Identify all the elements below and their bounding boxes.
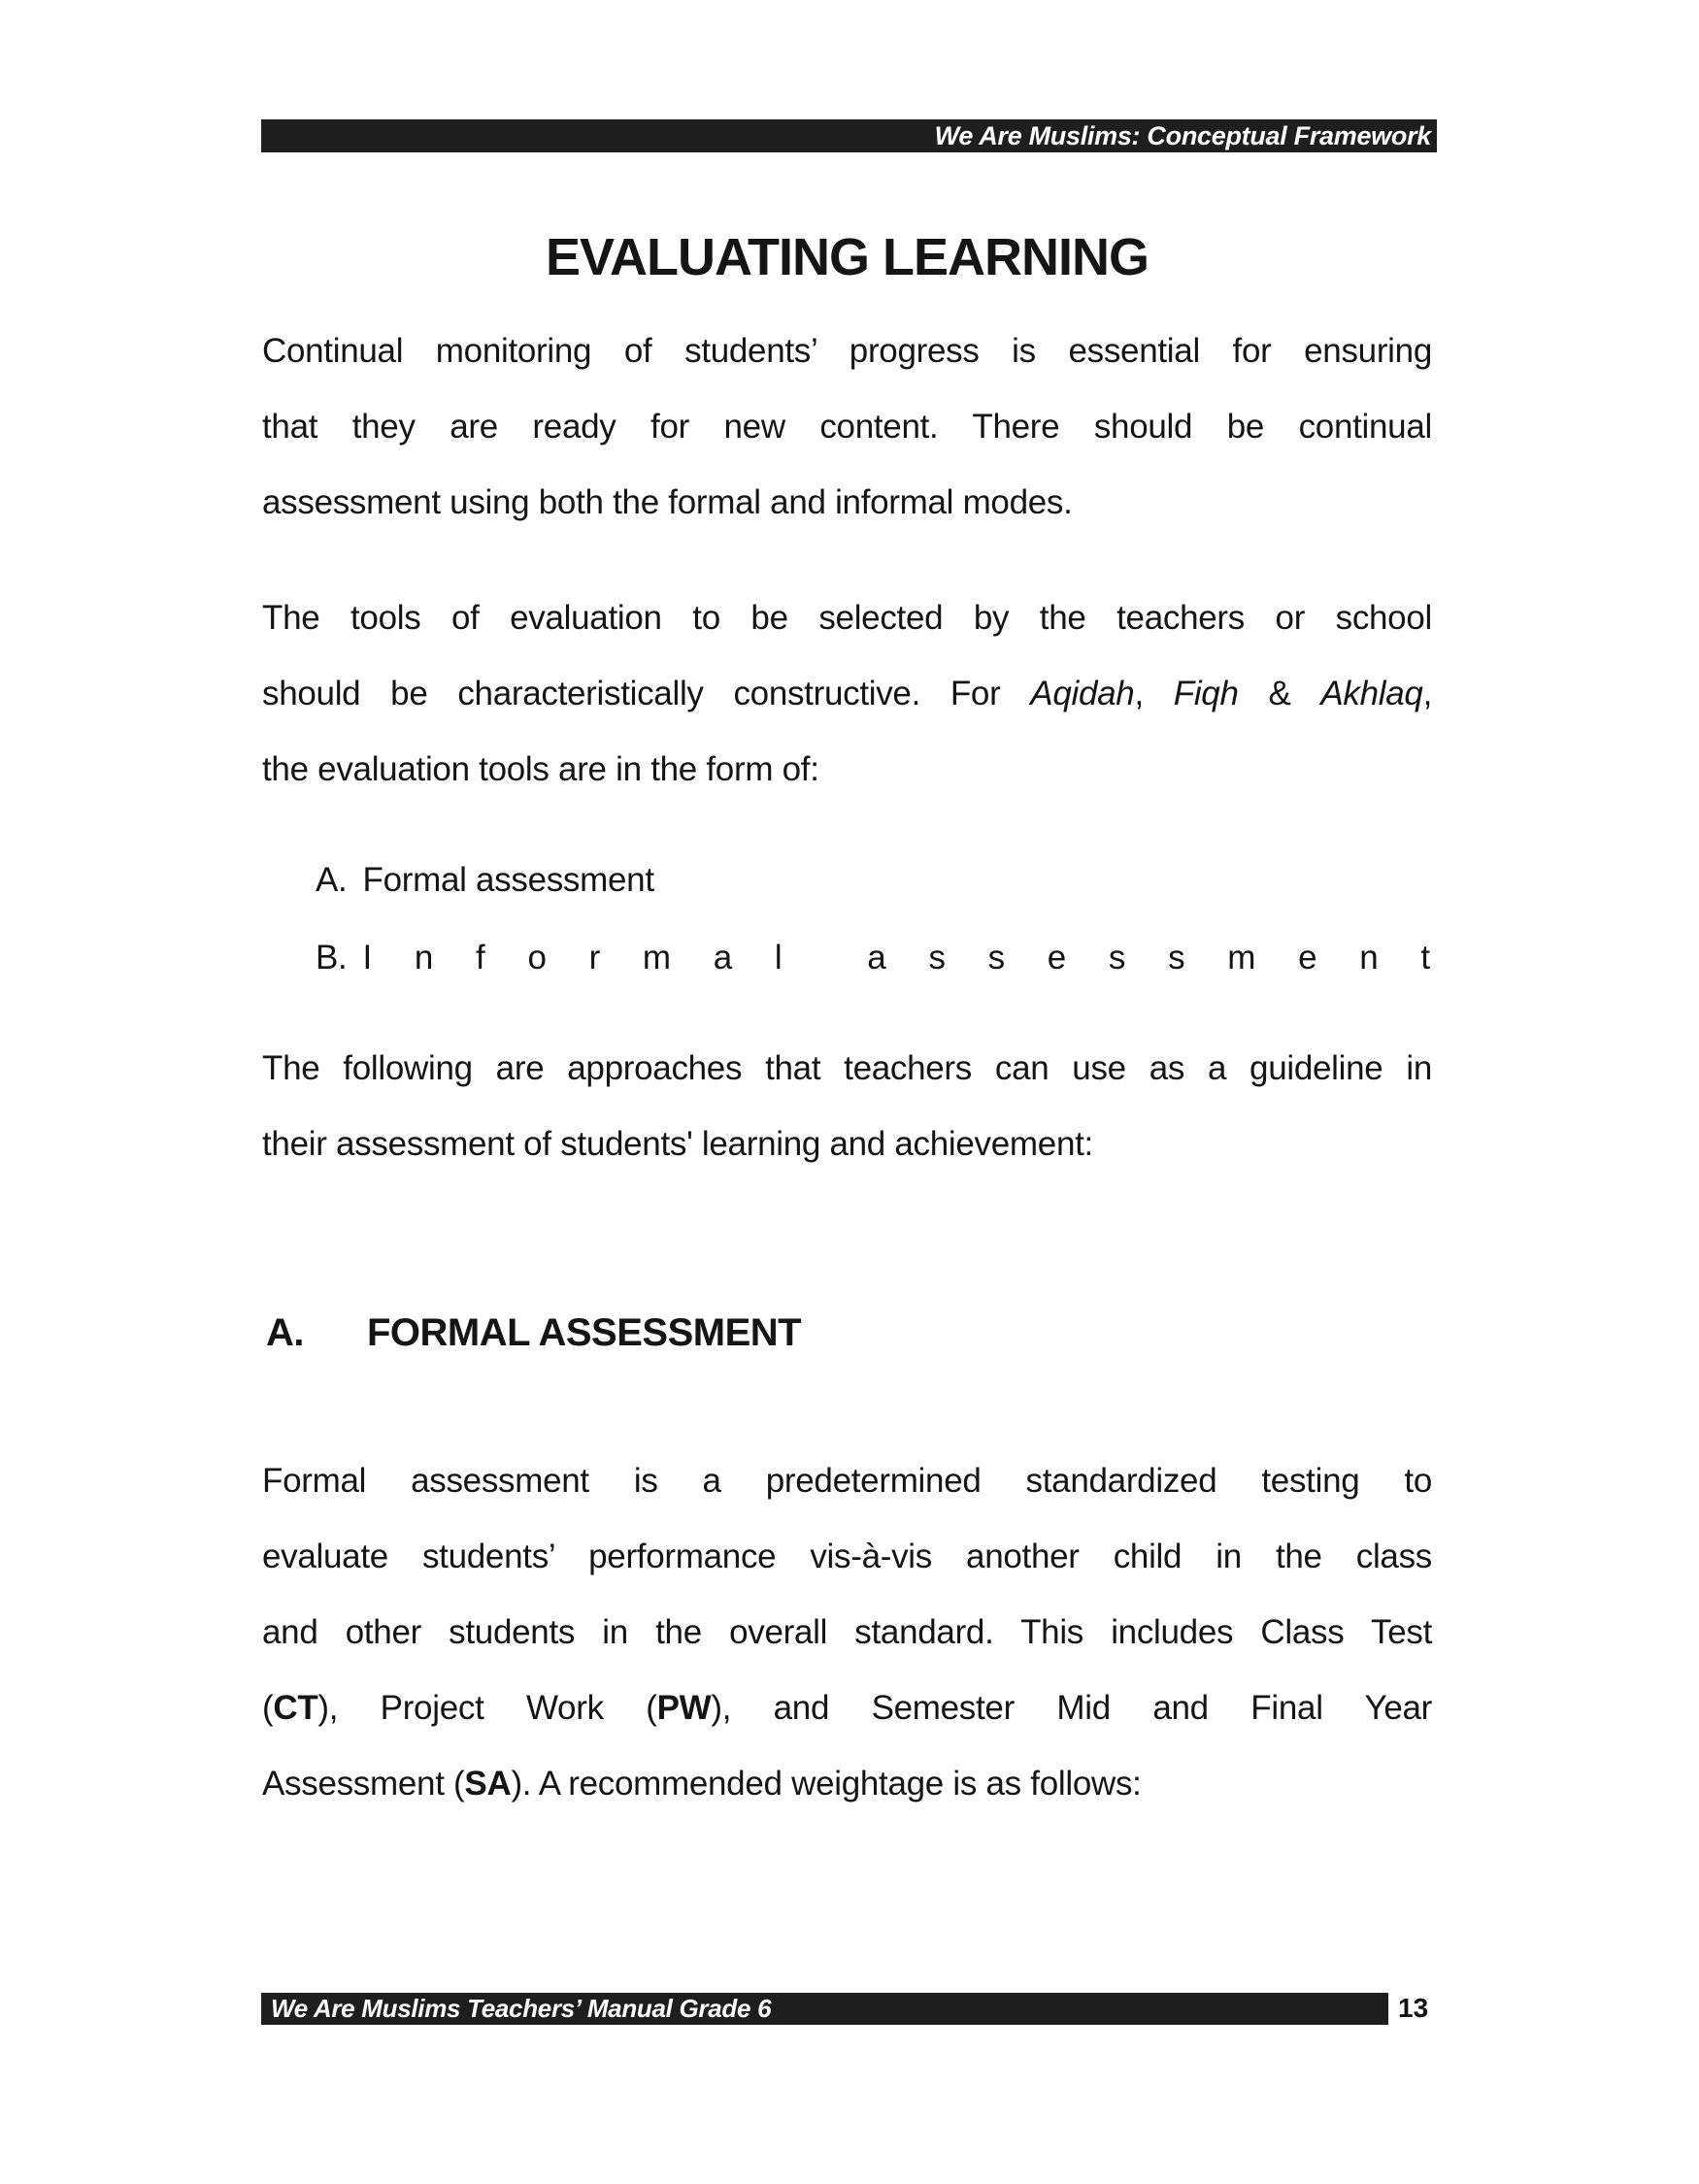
text-line: (CT), Project Work (PW), and Semester Mid and Final Year [262,1689,1433,1727]
list-item-a-text: Formal assessment [362,861,654,899]
list-item-b-text: I n f o r m a l a s s e s s m e n t [362,939,1430,976]
list-item-formal [262,842,1432,919]
text-line: assessment using both the formal and informal modes. [262,483,1073,521]
text-line: Formal assessment is a predetermined standardized testing to [262,1462,1432,1500]
list-item-a-label: A. [316,861,348,899]
paragraph-approaches [262,1031,1432,1182]
footer-title: We Are Muslims Teachers’ Manual Grade 6 [271,1994,772,2023]
text-line: should be characteristically constructive. For Aqidah, Fiqh & Akhlaq, [262,675,1432,712]
text-line: the evaluation tools are in the form of: [262,750,819,788]
page-title: EVALUATING LEARNING [546,228,1149,286]
page-footer-bar [261,1993,1388,2025]
header-title: We Are Muslims: Conceptual Framework [934,120,1431,150]
list-item-b-label: B. [316,939,348,976]
assessment-type-list [262,842,1432,997]
section-title: FORMAL ASSESSMENT [367,1311,802,1354]
section-heading-formal-assessment [266,1304,1432,1362]
text-line: The following are approaches that teachers can use as a guideline in [262,1049,1432,1087]
page-header-bar [261,119,1437,152]
text-line: evaluate students’ performance vis-à-vis another child in the class [262,1538,1432,1575]
section-label: A. [266,1311,304,1354]
text-line: their assessment of students' learning and achievement: [262,1125,1093,1163]
text-line: The tools of evaluation to be selected by the teachers or school [262,599,1432,637]
text-line: Continual monitoring of students’ progress is essential for ensuring [262,332,1432,370]
text-line: and other students in the overall standard. This includes Class Test [262,1613,1432,1651]
paragraph-tools [262,580,1432,808]
list-item-informal [262,919,1432,997]
page-number: 13 [1398,1993,1429,2023]
text-line: that they are ready for new content. There should be continual [262,408,1432,446]
paragraph-formal-assessment [262,1443,1432,1822]
text-line: Assessment (SA). A recommended weightage is as follows: [262,1765,1142,1803]
paragraph-intro [262,314,1432,541]
